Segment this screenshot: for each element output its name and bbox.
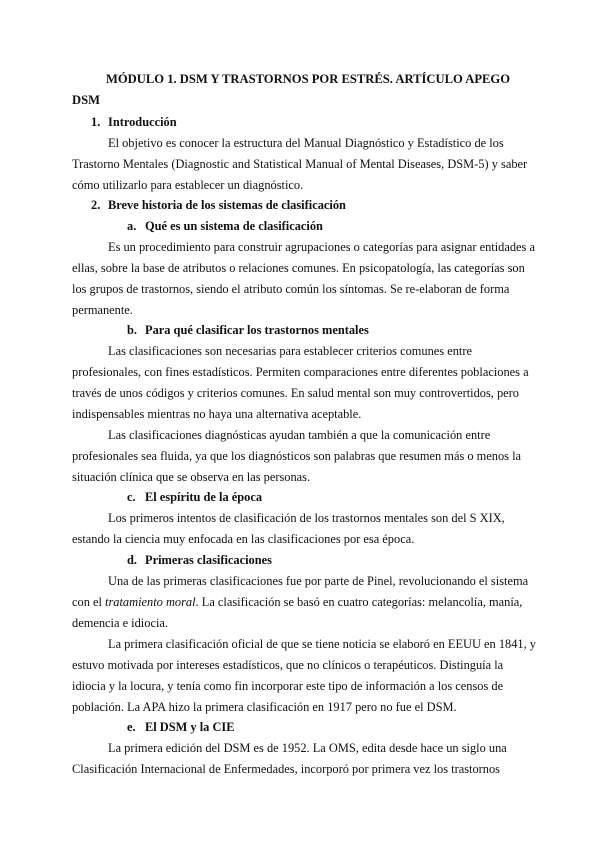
subsection-a-heading: Qué es un sistema de clasificación bbox=[145, 219, 323, 233]
text-run: con el bbox=[72, 595, 106, 609]
paragraph-line: La primera clasificación oficial de que se tiene noticia se elaboró en EEUU en 1841, y bbox=[108, 637, 536, 651]
subsection-d-letter: d. bbox=[127, 553, 137, 567]
subsection-d-heading: Primeras clasificaciones bbox=[145, 553, 272, 567]
paragraph-line: estando la ciencia muy enfocada en las clasificaciones por esa época. bbox=[72, 532, 415, 546]
paragraph-line: situación clínica que se observa en las personas. bbox=[72, 470, 311, 484]
paragraph-line: El objetivo es conocer la estructura del Manual Diagnóstico y Estadístico de los bbox=[108, 136, 504, 150]
paragraph-line: cómo utilizarlo para establecer un diagnóstico. bbox=[72, 178, 304, 192]
paragraph-line: Trastorno Mentales (Diagnostic and Statistical Manual of Mental Diseases, DSM-5) y saber bbox=[72, 157, 528, 171]
subsection-c-letter: c. bbox=[127, 490, 136, 504]
section-2-heading: Breve historia de los sistemas de clasificación bbox=[108, 198, 346, 212]
subsection-b-heading: Para qué clasificar los trastornos mentales bbox=[145, 323, 369, 337]
subsection-c-heading: El espíritu de la época bbox=[145, 490, 263, 504]
paragraph-line bbox=[72, 594, 522, 610]
paragraph-line: Clasificación Internacional de Enfermedades, incorporó por primera vez los trastornos bbox=[72, 762, 501, 776]
paragraph-line: estuvo motivada por intereses estadísticos, que no clínicos o terapéuticos. Distinguía la bbox=[72, 658, 504, 672]
section-2-number: 2. bbox=[91, 198, 101, 212]
paragraph-line: Los primeros intentos de clasificación de los trastornos mentales son del S XIX, bbox=[108, 511, 505, 525]
paragraph-line: Una de las primeras clasificaciones fue por parte de Pinel, revolucionando el sistema bbox=[108, 574, 529, 588]
paragraph-line: población. La APA hizo la primera clasificación en 1917 pero no fue el DSM. bbox=[72, 700, 457, 714]
paragraph-line: permanente. bbox=[72, 303, 133, 317]
subsection-a-letter: a. bbox=[127, 219, 137, 233]
subsection-e-heading: El DSM y la CIE bbox=[145, 720, 235, 734]
paragraph-line: profesionales, con fines estadísticos. Permiten comparaciones entre diferentes poblaciones a bbox=[72, 365, 529, 379]
document-title-line-2: DSM bbox=[72, 93, 100, 107]
paragraph-line: Es un procedimiento para construir agrupaciones o categorías para asignar entidades a bbox=[108, 240, 535, 254]
paragraph-line: indispensables mientras no haya una alternativa aceptable. bbox=[72, 407, 362, 421]
subsection-e-letter: e. bbox=[127, 720, 136, 734]
subsection-b-letter: b. bbox=[127, 323, 137, 337]
paragraph-line: Las clasificaciones diagnósticas ayudan también a que la comunicación entre bbox=[108, 428, 491, 442]
section-1-number: 1. bbox=[91, 115, 101, 129]
paragraph-line: demencia e idiocia. bbox=[72, 616, 168, 630]
paragraph-line: ellas, sobre la base de atributos o relaciones comunes. En psicopatología, las categorías son bbox=[72, 261, 525, 275]
italic-term: tratamiento moral bbox=[105, 595, 196, 609]
text-run: . La clasificación se basó en cuatro categorías: melancolía, manía, bbox=[195, 595, 523, 609]
paragraph-line: La primera edición del DSM es de 1952. La OMS, edita desde hace un siglo una bbox=[108, 741, 507, 755]
document-title-line-1: MÓDULO 1. DSM Y TRASTORNOS POR ESTRÉS. ARTÍCULO APEGO bbox=[106, 72, 511, 86]
paragraph-line: idiocia y la locura, y tenía como fin incorporar este tipo de información a los censos de bbox=[72, 679, 504, 693]
paragraph-line: Las clasificaciones son necesarias para establecer criterios comunes entre bbox=[108, 344, 472, 358]
paragraph-line: través de unos códigos y criterios comunes. En salud mental son muy controvertidos, pero bbox=[72, 386, 520, 400]
paragraph-line: los grupos de trastornos, siendo el atributo común los síntomas. Se re-elaboran de forma bbox=[72, 282, 510, 296]
section-1-heading: Introducción bbox=[108, 115, 177, 129]
paragraph-line: profesionales sea fluida, ya que los diagnósticos son palabras que resumen más o menos la bbox=[72, 449, 522, 463]
